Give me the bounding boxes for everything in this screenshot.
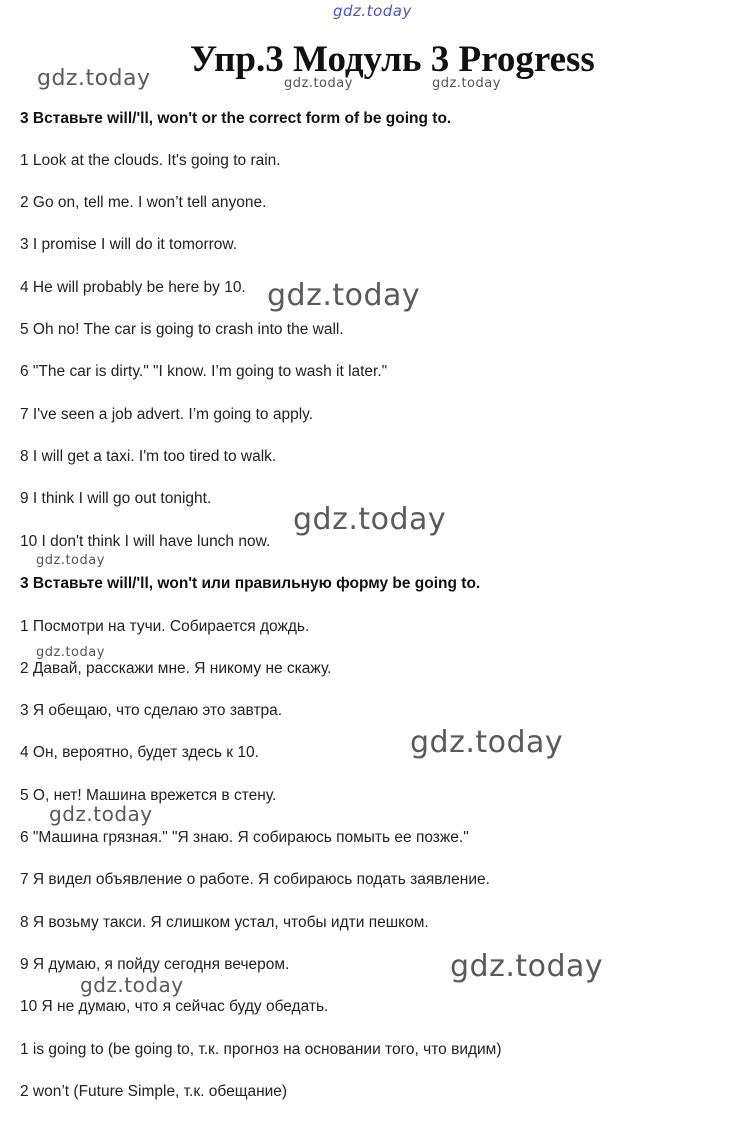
english-item: 6 "The car is dirty." "I know. I’m going to wash it later." [20,363,388,380]
russian-item: 8 Я возьму такси. Я слишком устал, чтобы идти пешком. [20,914,429,931]
watermark: gdz.today [49,802,153,826]
english-item: 7 I've seen a job advert. I’m going to apply. [20,406,314,423]
russian-item: 5 О, нет! Машина врежется в стену. [20,787,277,804]
watermark: gdz.today [36,645,105,660]
watermark: gdz.today [293,502,447,537]
watermark: gdz.today [432,76,501,91]
russian-item: 10 Я не думаю, что я сейчас буду обедать. [20,998,329,1015]
english-item: 3 I promise I will do it tomorrow. [20,236,238,253]
watermark: gdz.today [37,66,151,91]
watermark: gdz.today [450,949,604,984]
english-item: 8 I will get a taxi. I'm too tired to walk. [20,448,277,465]
page-title: Упр.3 Модуль 3 Progress [190,39,595,80]
english-item: 1 Look at the clouds. It's going to rain. [20,152,281,169]
english-item: 10 I don't think I will have lunch now. [20,533,271,550]
watermark: gdz.today [284,76,353,91]
russian-item: 7 Я видел объявление о работе. Я собираюсь подать заявление. [20,871,490,888]
english-item: 9 I think I will go out tonight. [20,490,212,507]
english-item: 2 Go on, tell me. I won’t tell anyone. [20,194,267,211]
watermark-top: gdz.today [333,2,412,20]
explanation-item: 1 is going to (be going to, т.к. прогноз на основании того, что видим) [20,1041,502,1058]
english-item: 4 He will probably be here by 10. [20,279,246,296]
russian-item: 1 Посмотри на тучи. Собирается дождь. [20,618,310,635]
russian-item: 4 Он, вероятно, будет здесь к 10. [20,744,259,761]
watermark: gdz.today [267,278,421,313]
russian-item: 2 Давай, расскажи мне. Я никому не скажу. [20,660,332,677]
russian-item: 6 "Машина грязная." "Я знаю. Я собираюсь помыть ее позже." [20,829,469,846]
watermark: gdz.today [410,725,564,760]
russian-item: 3 Я обещаю, что сделаю это завтра. [20,702,283,719]
russian-item: 9 Я думаю, я пойду сегодня вечером. [20,956,290,973]
watermark: gdz.today [36,553,105,568]
watermark: gdz.today [80,973,184,997]
english-heading: 3 Вставьте will/'ll, won't or the correct form of be going to. [20,110,452,127]
english-item: 5 Oh no! The car is going to crash into the wall. [20,321,344,338]
russian-heading: 3 Вставьте will/'ll, won't или правильную форму be going to. [20,575,481,592]
explanation-item: 2 won’t (Future Simple, т.к. обещание) [20,1083,288,1100]
